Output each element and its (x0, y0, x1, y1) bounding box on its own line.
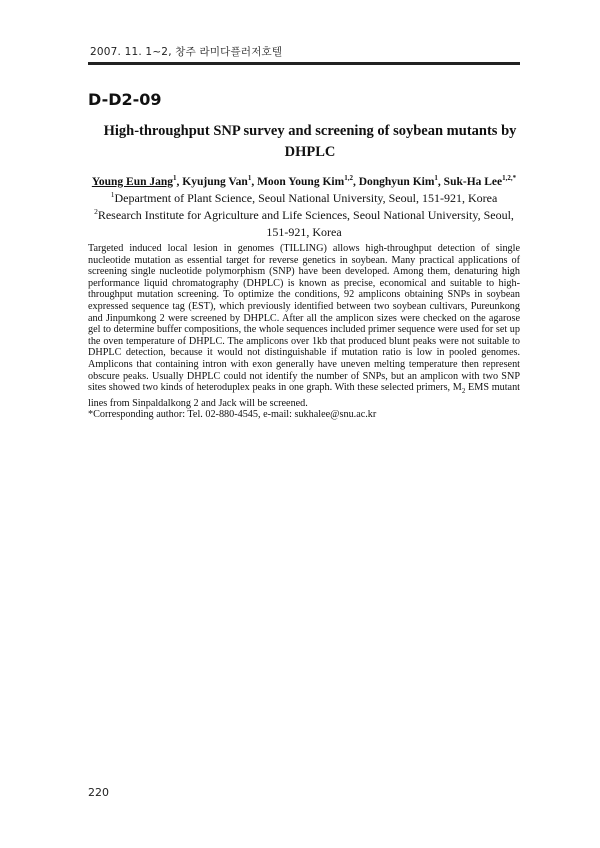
title-line-1: High-throughput SNP survey and screening of soybean mutants by (103, 123, 517, 139)
affil-text: Research Institute for Agriculture and Life Sciences, Seoul National University, Seoul, (97, 208, 514, 222)
author-separator: , (251, 175, 258, 188)
title-line-2: DHPLC (284, 144, 336, 160)
corresponding-author: *Corresponding author: Tel. 02-880-4545, e-mail: sukhalee@snu.ac.kr (88, 409, 377, 421)
author-affil-mark: 1 (434, 174, 438, 182)
paper-title (100, 121, 520, 163)
author-name: Young Eun Jang (91, 175, 174, 188)
abstract-text: Targeted induced local lesion in genomes (TILLING) allows high-throughput detection of single nucleotide mutation as essential target for reverse genetics in soybean. Many practical applications of screening single nucleotide polymorphism (SNP) have been developed. Among them, denaturing high performance liquid chromatography (DHPLC) is known as precise, economical and suitable to high-throughput mutation screening. To optimize the conditions, 92 amplicons obtaining SNPs in soybean expressed sequence tag (EST), which previously identified between two soybean cultivars, Pureunkong and Jinpumkong 2 were screened by DHPLC. After all the amplicon sizes were checked on the agarose gel to determine buffer compositions, the whole sequences included primer sequence were used for set up the oven temperature of DHPLC. The amplicons over 1kb that produced blunt peaks were not suitable to DHPLC detection, because it would not distinguishable if mutation ratio is low in pooled genomes. Amplicons that containing intron with exon generally have uneven melting temperature then represent obscure peaks. Usually DHPLC could not identify the number of SNPs, but an amplicon with two SNP sites showed two kinds of heteroduplex peaks in one graph. With these selected primers, M (88, 243, 520, 394)
abstract-body (88, 243, 520, 421)
author-name: Suk-Ha Lee (443, 175, 503, 188)
page-number: 220 (88, 786, 109, 799)
affil-mark: 1 (110, 190, 115, 199)
affiliation-2 (88, 203, 520, 241)
abstract-subscript: 2 (461, 387, 466, 396)
running-head: 2007. 11. 1~2, 창주 라미다플러저호텔 (90, 46, 283, 58)
abstract-code: D-D2-09 (88, 90, 162, 109)
author-affil-mark: 1,2,* (502, 174, 517, 182)
author-separator: , (352, 175, 359, 188)
author-name: Kyujung Van (182, 175, 248, 188)
abstract-paragraph (88, 243, 520, 409)
author-separator: , (437, 175, 444, 188)
author-affil-mark: 1,2 (344, 174, 353, 182)
author-name: Donghyun Kim (358, 175, 435, 188)
author-separator: , (176, 175, 183, 188)
affil-mark: 2 (94, 207, 98, 216)
affil-text-cont: 151-921, Korea (266, 225, 342, 239)
author-affil-mark: 1 (173, 174, 177, 182)
author-name: Moon Young Kim (257, 175, 345, 188)
abstract-text-end: EMS mutant lines from Sinpaldalkong 2 and Jack will be screened. (88, 382, 520, 409)
author-affil-mark: 1 (247, 174, 252, 182)
header-rule (88, 62, 520, 65)
affil-text: Department of Plant Science, Seoul National University, Seoul, 151-921, Korea (114, 191, 498, 205)
